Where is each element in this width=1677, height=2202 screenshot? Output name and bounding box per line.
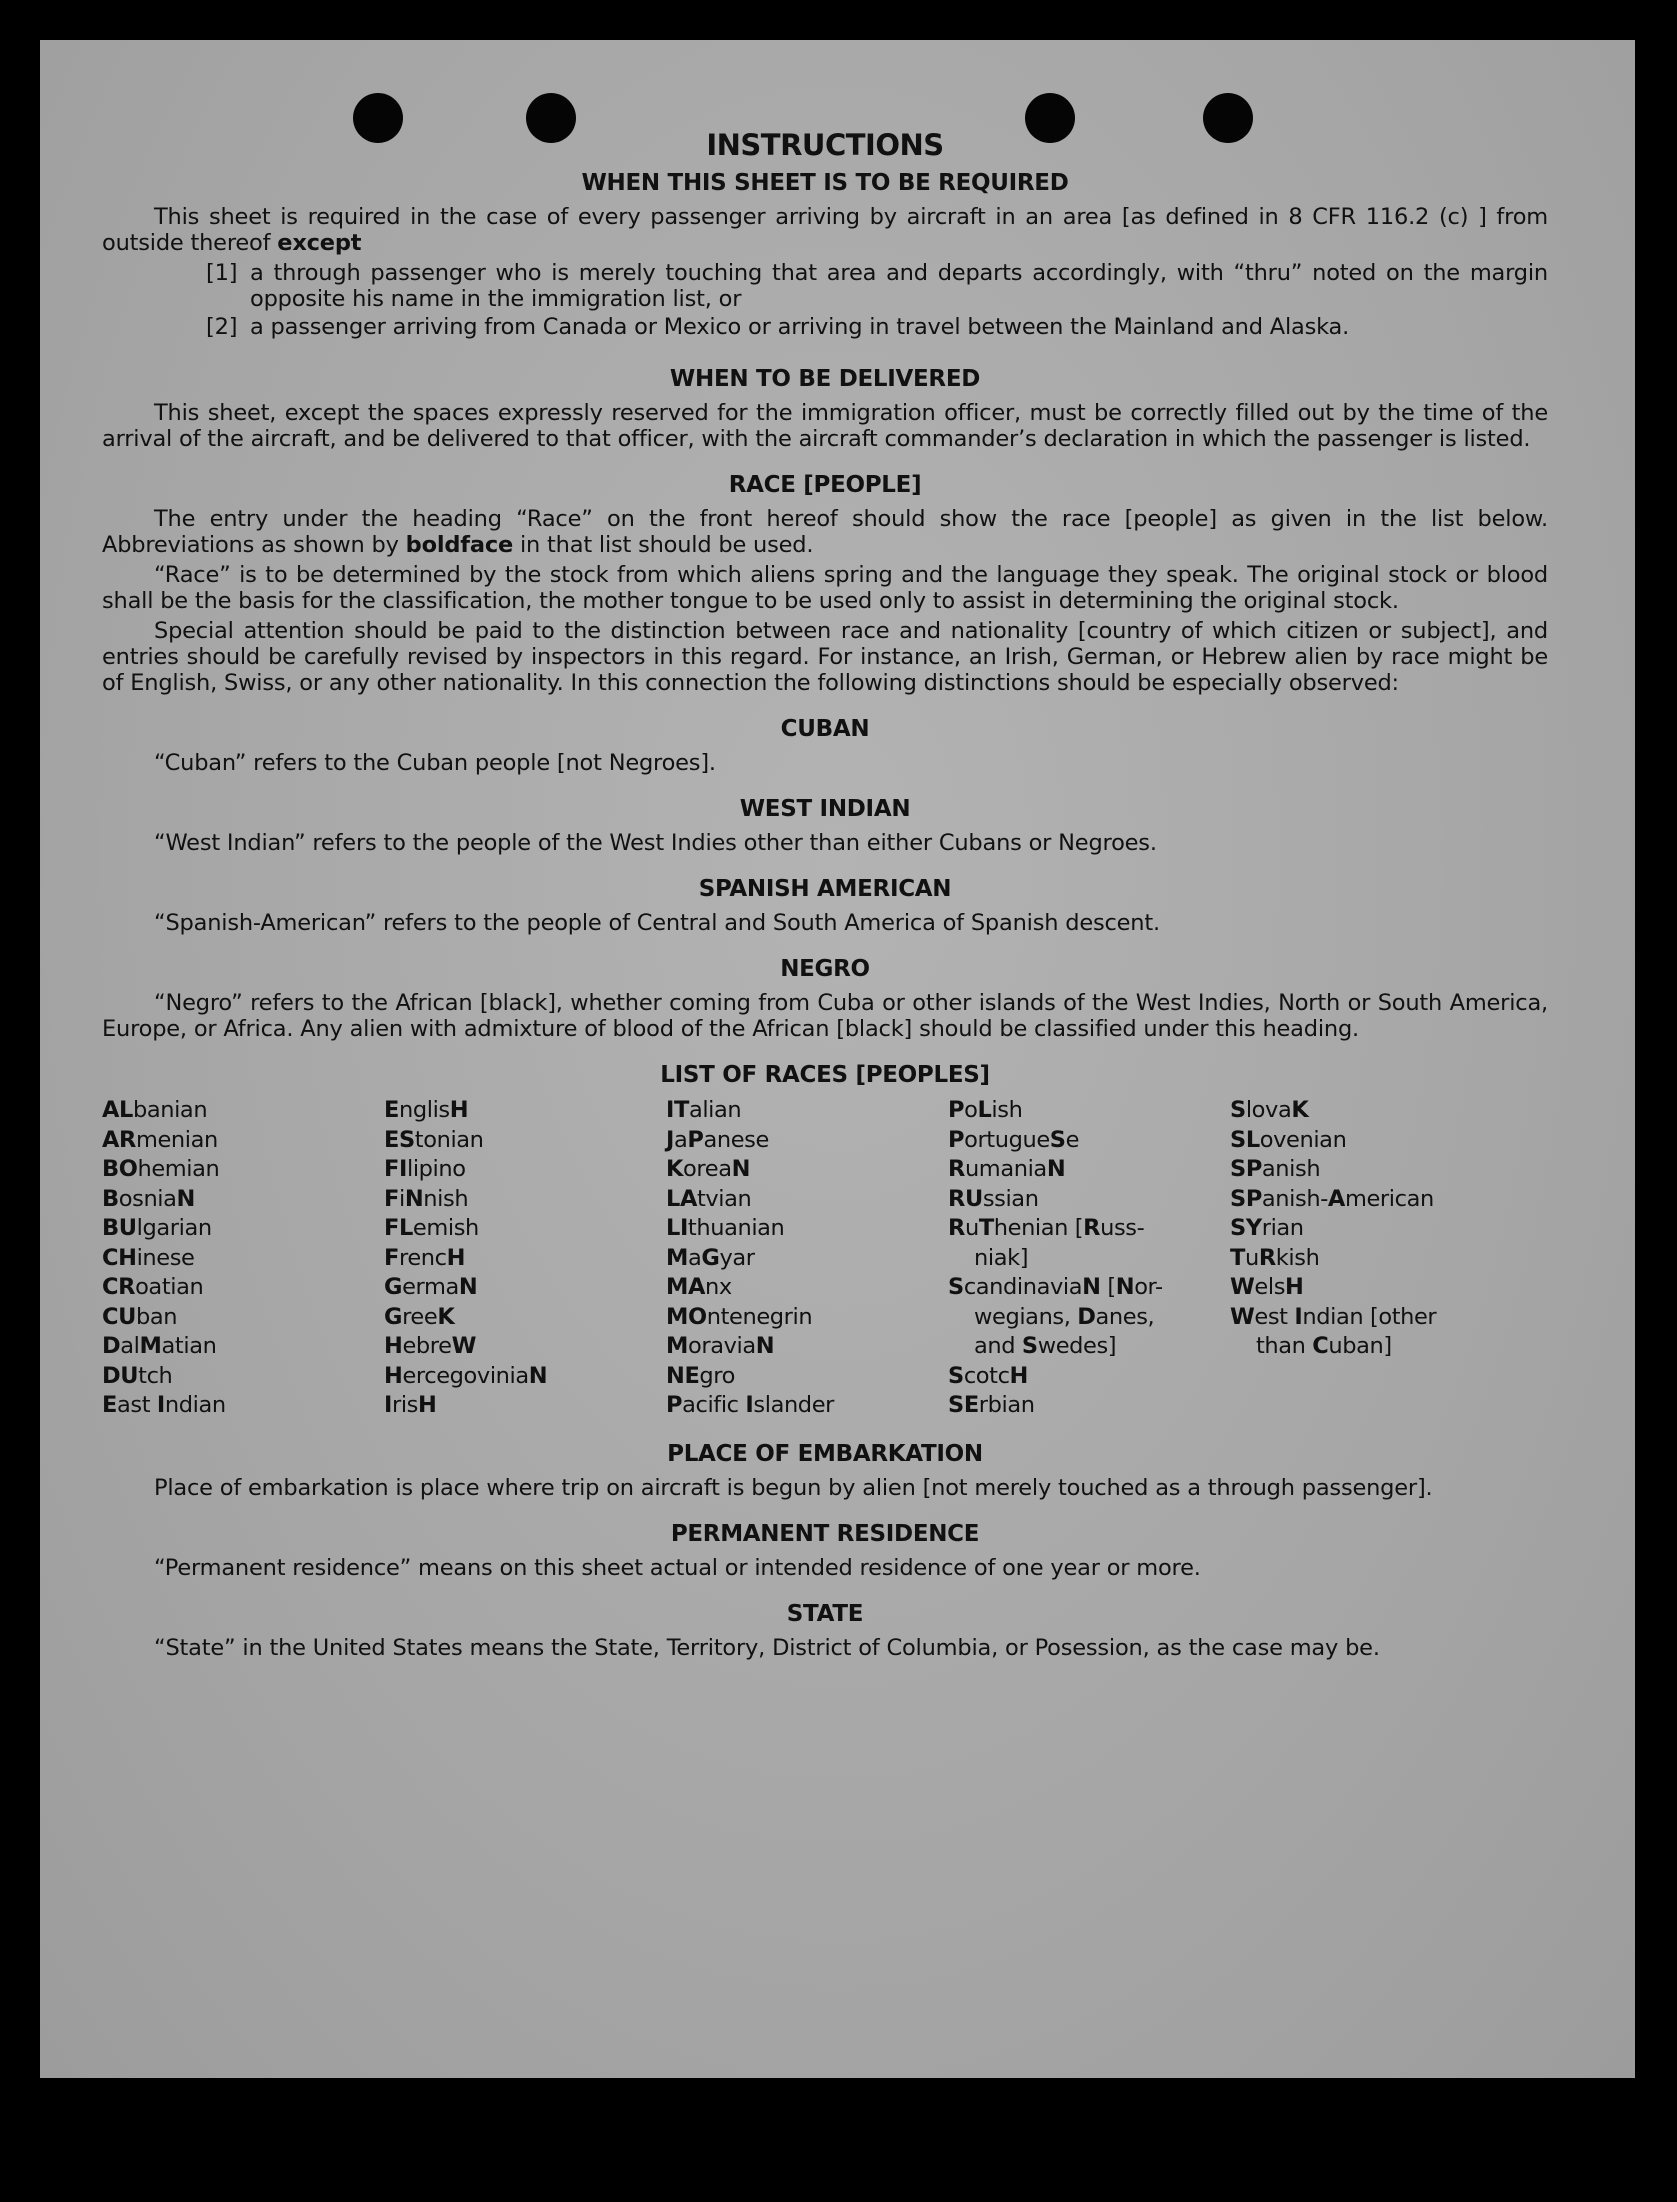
heading-race: RACE [PEOPLE]	[728, 472, 922, 498]
race-paragraph-2: “Race” is to be determined by the stock from which aliens spring and the language they speak. The original stock or blood shall be the basis for the classification, the mother tongue to be used only to assist in determining the original stock.	[102, 562, 1548, 614]
race-item: BOhemian	[102, 1156, 220, 1182]
race-item: EnglisH	[384, 1097, 469, 1123]
race-item: Pacific Islander	[666, 1392, 834, 1418]
race-item: ScotcH	[948, 1362, 1028, 1389]
race-item: SPanish	[1230, 1156, 1321, 1182]
race-item: BUlgarian	[102, 1215, 212, 1241]
race-item: RumaniaN	[948, 1156, 1066, 1182]
heading-spanish-american: SPANISH AMERICAN	[698, 876, 952, 902]
heading-when-delivered: WHEN TO BE DELIVERED	[669, 366, 981, 392]
race-column	[102, 1096, 384, 1421]
heading-when-required: WHEN THIS SHEET IS TO BE REQUIRED	[581, 170, 1069, 196]
heading-list-of-races: LIST OF RACES [PEOPLES]	[660, 1062, 990, 1088]
race-item: CUban	[102, 1303, 178, 1330]
races-list	[102, 1096, 1548, 1421]
heading-place-of-embarkation: PLACE OF EMBARKATION	[667, 1440, 983, 1467]
race-item: BosniaN	[102, 1185, 195, 1212]
heading-west-indian: WEST INDIAN	[739, 796, 911, 822]
race-item: TuRkish	[1230, 1244, 1320, 1271]
race-item: West Indian [other	[1230, 1303, 1437, 1330]
embarkation-text: Place of embarkation is place where trip on aircraft is begun by alien [not merely touched as a through passenger].	[154, 1474, 1433, 1501]
race-item: East Indian	[102, 1392, 226, 1418]
race-item: WelsH	[1230, 1274, 1304, 1300]
race-item: CRoatian	[102, 1274, 204, 1300]
instructions-content	[102, 128, 1548, 1665]
race-item: FIlipino	[384, 1156, 466, 1182]
race-item: RUssian	[948, 1185, 1039, 1212]
race-item: EStonian	[384, 1126, 484, 1153]
race-item: SLovenian	[1230, 1126, 1347, 1153]
race-item: MOntenegrin	[666, 1303, 813, 1330]
race-item: IrisH	[384, 1392, 437, 1418]
race-item: SlovaK	[1230, 1097, 1309, 1123]
race-item: PortugueSe	[948, 1126, 1080, 1153]
race-column	[666, 1096, 948, 1421]
race-item: NEgro	[666, 1362, 736, 1389]
race-item: MAnx	[666, 1274, 732, 1300]
cuban-text: “Cuban” refers to the Cuban people [not Negroes].	[154, 750, 716, 776]
race-item: LIthuanian	[666, 1215, 785, 1241]
race-item: HebreW	[384, 1333, 476, 1359]
race-item: ALbanian	[102, 1097, 208, 1123]
race-column	[948, 1096, 1230, 1421]
race-paragraph-3: Special attention should be paid to the distinction between race and nationality [country of which citizen or subject], and entries should be carefully revised by inspectors in this regard. For instance, an Irish, German, or Hebrew alien by race might be of English, Swiss, or any other nationality. In this connection the following distinctions should be especially observed:	[102, 618, 1548, 696]
race-item: ARmenian	[102, 1126, 218, 1153]
race-item: LAtvian	[666, 1185, 752, 1212]
heading-negro: NEGRO	[780, 956, 870, 982]
page-title: INSTRUCTIONS	[706, 128, 944, 162]
heading-state: STATE	[786, 1600, 864, 1627]
race-item: SPanish-American	[1230, 1185, 1434, 1212]
spanish-american-text: “Spanish-American” refers to the people of Central and South America of Spanish descent.	[154, 910, 1160, 936]
race-item: MoraviaN	[666, 1333, 775, 1359]
negro-text: “Negro” refers to the African [black], whether coming from Cuba or other islands of the West Indies, North or South America, Europe, or Africa. Any alien with admixture of blood of the African [black] should be classified under this heading.	[102, 990, 1548, 1042]
race-item: wegians, Danes,	[974, 1303, 1155, 1330]
race-paragraph-1: The entry under the heading “Race” on the front hereof should show the race [people] as given in the list below. Abbreviations as shown by boldface in that list should be used.	[102, 506, 1548, 558]
race-item: PoLish	[948, 1097, 1023, 1123]
state-text: “State” in the United States means the State, Territory, District of Columbia, or Posession, as the case may be.	[154, 1634, 1380, 1661]
race-item: FLemish	[384, 1215, 479, 1241]
race-item: and Swedes]	[974, 1333, 1117, 1359]
race-item: CHinese	[102, 1244, 195, 1271]
exceptions-list	[206, 260, 1548, 340]
race-item: DUtch	[102, 1362, 173, 1389]
required-intro: This sheet is required in the case of every passenger arriving by aircraft in an area [as defined in 8 CFR 116.2 (c) ] from outside thereof except	[102, 204, 1548, 256]
heading-cuban: CUBAN	[780, 716, 870, 742]
race-item: KoreaN	[666, 1156, 751, 1182]
race-item: SErbian	[948, 1392, 1035, 1418]
exception-item: [2] a passenger arriving from Canada or Mexico or arriving in travel between the Mainland and Alaska.	[206, 314, 1350, 340]
delivered-text: This sheet, except the spaces expressly reserved for the immigration officer, must be correctly filled out by the time of the arrival of the aircraft, and be delivered to that officer, with the aircraft commander’s declaration in which the passenger is listed.	[102, 400, 1548, 452]
race-item: MaGyar	[666, 1244, 755, 1271]
race-item: ITalian	[666, 1097, 742, 1123]
exception-item: [1] a through passenger who is merely touching that area and departs accordingly, with “thru” noted on the margin opposite his name in the immigration list, or	[206, 260, 1548, 312]
residence-text: “Permanent residence” means on this sheet actual or intended residence of one year or more.	[154, 1554, 1201, 1581]
race-item: FiNnish	[384, 1185, 469, 1212]
race-item: DalMatian	[102, 1333, 217, 1359]
race-column	[1230, 1096, 1520, 1421]
race-item: SYrian	[1230, 1215, 1304, 1241]
race-item: GermaN	[384, 1274, 478, 1300]
race-item: JaPanese	[666, 1126, 769, 1153]
west-indian-text: “West Indian” refers to the people of the West Indies other than either Cubans or Negroes.	[154, 830, 1157, 856]
race-item: than Cuban]	[1256, 1333, 1392, 1359]
race-item: ScandinaviaN [Nor-	[948, 1274, 1163, 1300]
heading-permanent-residence: PERMANENT RESIDENCE	[670, 1520, 980, 1547]
race-item: GreeK	[384, 1303, 455, 1330]
race-item: RuThenian [Russ-	[948, 1215, 1145, 1241]
race-item: FrencH	[384, 1244, 466, 1271]
race-item: HercegoviniaN	[384, 1362, 548, 1389]
race-column	[384, 1096, 666, 1421]
race-item: niak]	[974, 1244, 1029, 1271]
